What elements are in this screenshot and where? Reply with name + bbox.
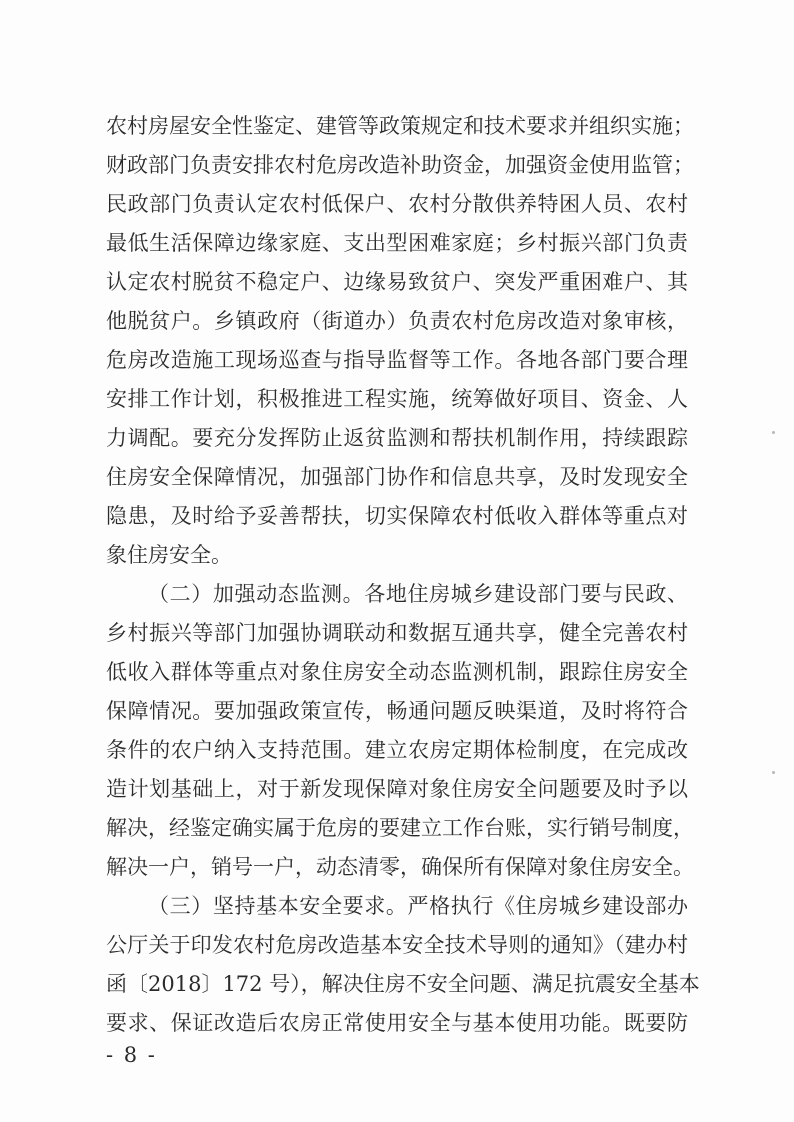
body-text-line: 解决一户，销号一户，动态清零，确保所有保障对象住房安全。: [106, 855, 694, 879]
body-text-line: 函〔2018〕172 号），解决住房不安全问题、满足抗震安全基本: [106, 972, 700, 996]
body-text-line: 住房安全保障情况，加强部门协作和信息共享，及时发现安全: [106, 465, 688, 489]
body-text-line: 造计划基础上，对于新发现保障对象住房安全问题要及时予以: [106, 777, 688, 801]
body-text-line: 农村房屋安全性鉴定、建管等政策规定和技术要求并组织实施；: [106, 114, 694, 138]
body-text-line: 力调配。要充分发挥防止返贫监测和帮扶机制作用，持续跟踪: [106, 426, 688, 450]
body-text-line: 条件的农户纳入支持范围。建立农房定期体检制度，在完成改: [106, 738, 688, 762]
scan-speck: [772, 771, 775, 774]
body-text-line: 最低生活保障边缘家庭、支出型困难家庭；乡村振兴部门负责: [106, 231, 688, 255]
section-heading-line: （二）加强动态监测。各地住房城乡建设部门要与民政、: [148, 582, 688, 606]
body-text-line: 隐患，及时给予妥善帮扶，切实保障农村低收入群体等重点对: [106, 504, 688, 528]
scan-speck: [772, 431, 775, 434]
body-text-line: 解决，经鉴定确实属于危房的要建立工作台账，实行销号制度，: [106, 816, 694, 840]
body-text-line: 认定农村脱贫不稳定户、边缘易致贫户、突发严重困难户、其: [106, 270, 688, 294]
body-text-line: 低收入群体等重点对象住房安全动态监测机制，跟踪住房安全: [106, 660, 688, 684]
body-text-line: 民政部门负责认定农村低保户、农村分散供养特困人员、农村: [106, 192, 688, 216]
body-text-line: 他脱贫户。乡镇政府（街道办）负责农村危房改造对象审核，: [106, 309, 688, 333]
body-text-line: 要求、保证改造后农房正常使用安全与基本使用功能。既要防: [106, 1011, 688, 1035]
body-text-line: 公厅关于印发农村危房改造基本安全技术导则的通知》（建办村: [106, 933, 688, 957]
page-number: - 8 -: [106, 1043, 157, 1067]
section-heading-line: （三）坚持基本安全要求。严格执行《住房城乡建设部办: [148, 894, 688, 918]
body-text-line: 安排工作计划，积极推进工程实施，统筹做好项目、资金、人: [106, 387, 688, 411]
body-text-line: 象住房安全。: [106, 543, 232, 567]
body-text-line: 财政部门负责安排农村危房改造补助资金，加强资金使用监管；: [106, 153, 694, 177]
body-text-line: 保障情况。要加强政策宣传，畅通问题反映渠道，及时将符合: [106, 699, 688, 723]
body-text-line: 乡村振兴等部门加强协调联动和数据互通共享，健全完善农村: [106, 621, 688, 645]
body-text-line: 危房改造施工现场巡查与指导监督等工作。各地各部门要合理: [106, 348, 688, 372]
